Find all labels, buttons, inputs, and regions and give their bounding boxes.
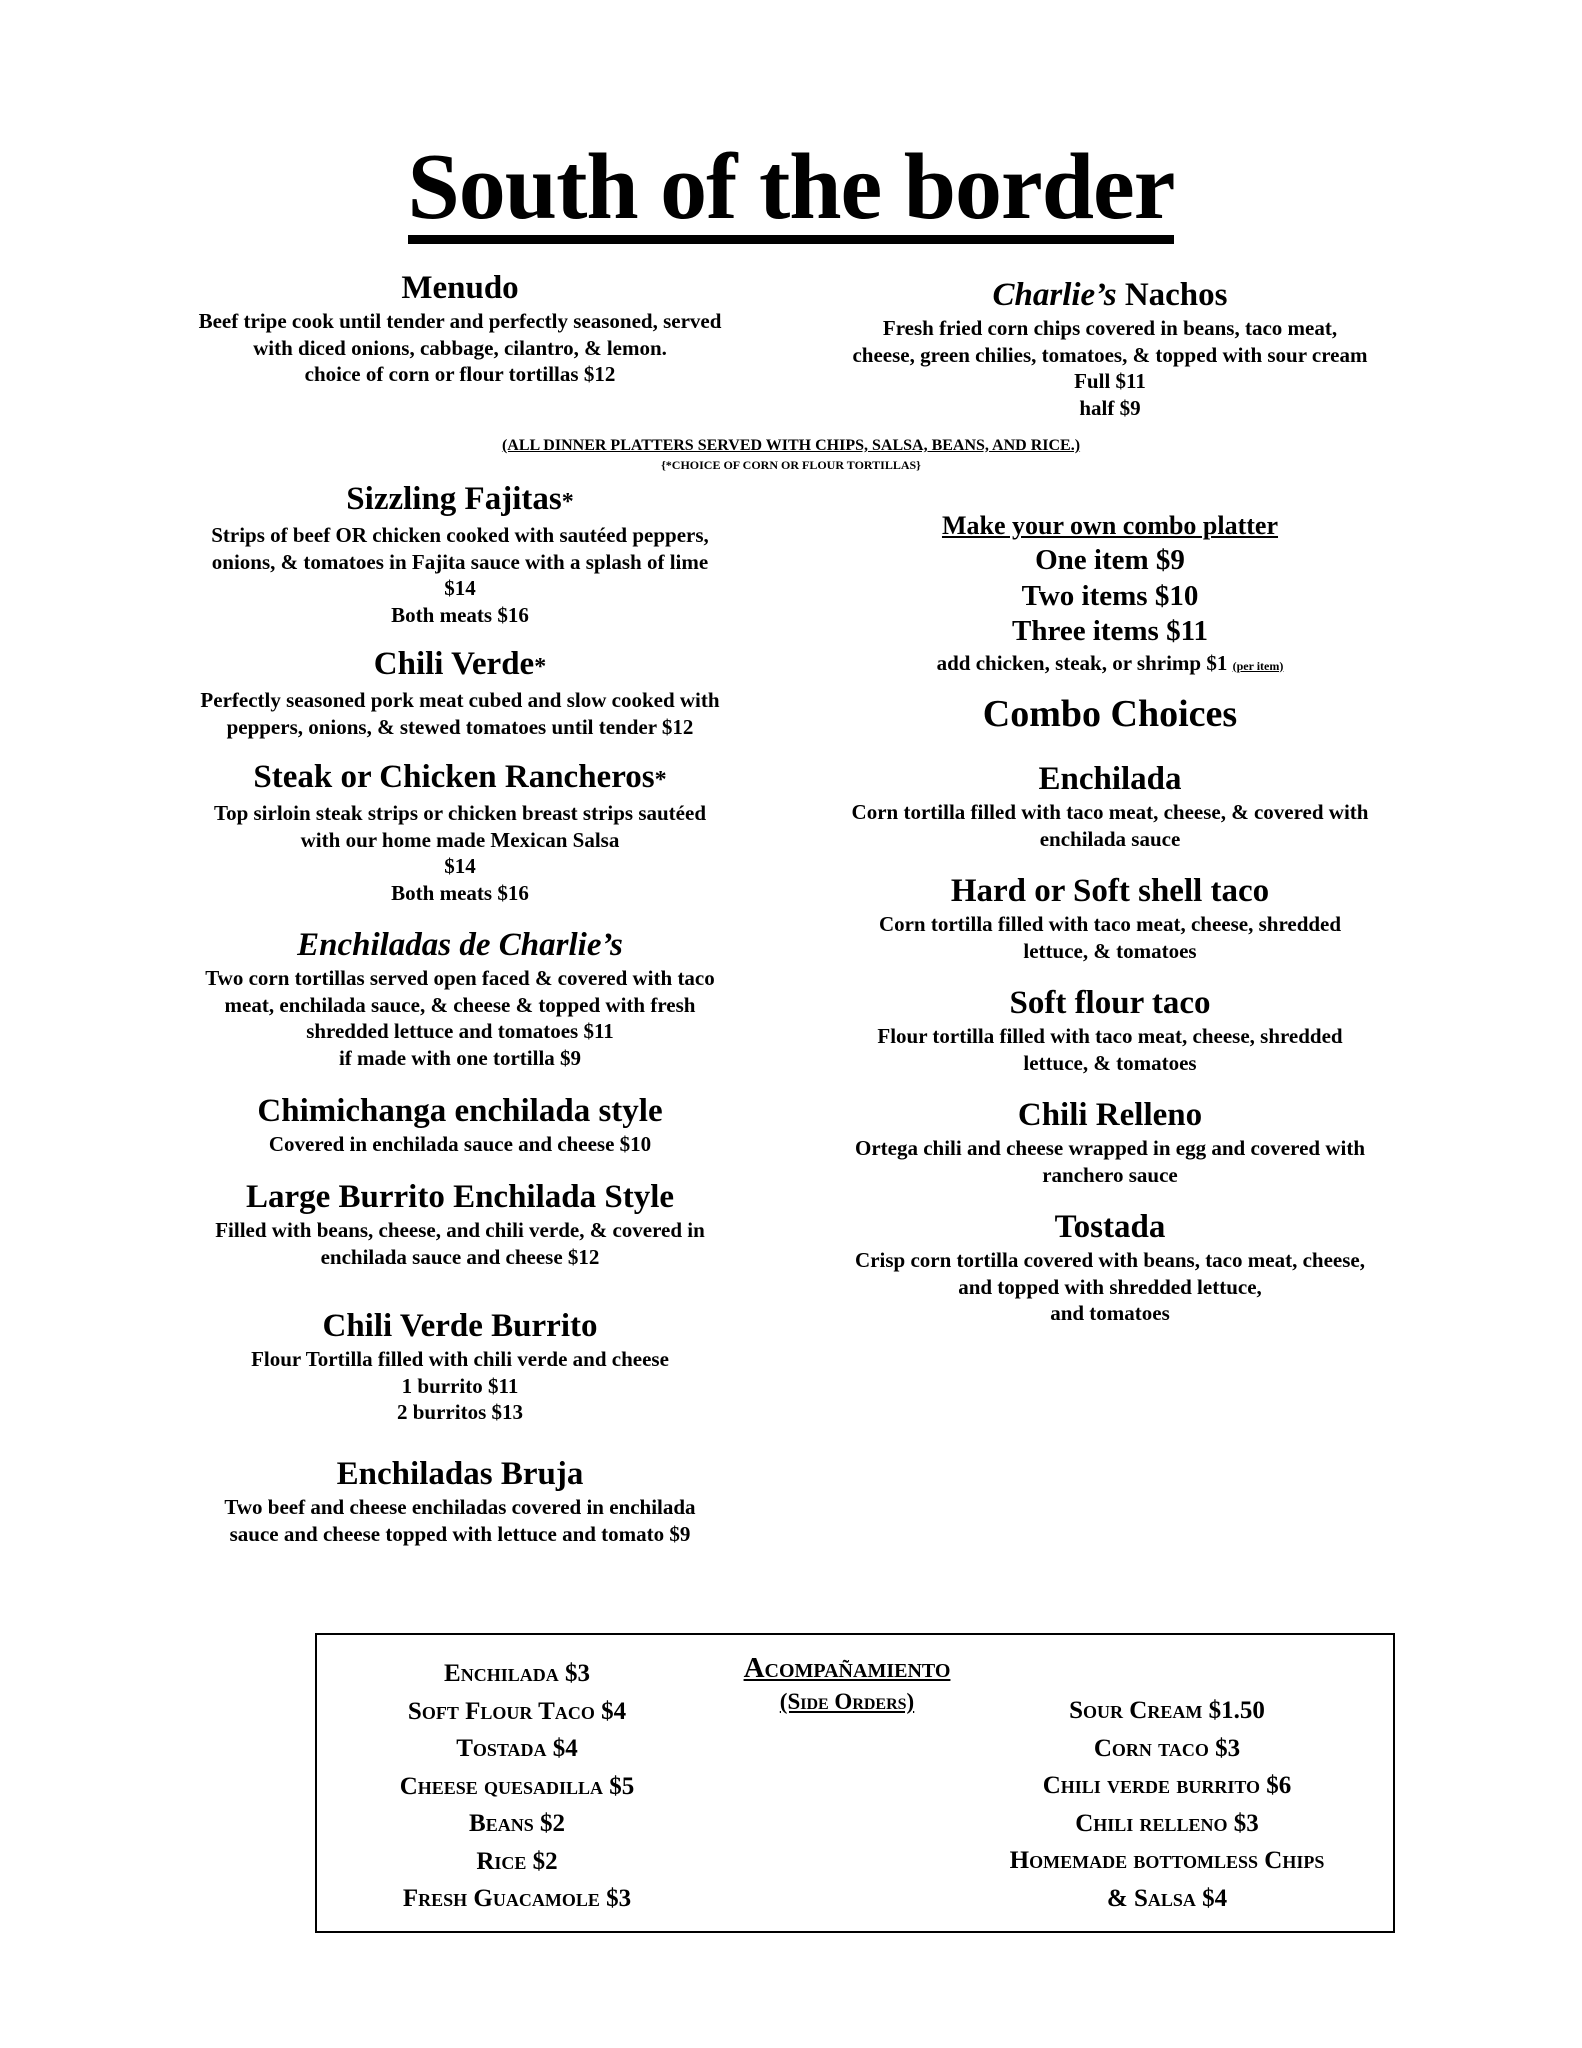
item-desc-line: 1 burrito $11 [401, 1373, 519, 1398]
item-name: Steak or Chicken Rancheros* [253, 759, 667, 795]
side-order-item: & Salsa $4 [1106, 1884, 1228, 1912]
side-orders-heading [697, 1649, 997, 1717]
item-name: Enchiladas Bruja [336, 1456, 584, 1492]
item-desc-line: Top sirloin steak strips or chicken breast strips sautéed [214, 801, 706, 825]
side-orders-left [357, 1655, 677, 1918]
side-order-item: Enchilada $3 [444, 1660, 590, 1687]
combo-option: Two items $10 [1021, 579, 1199, 612]
menu-item-chili-verde-burrito [150, 1306, 770, 1426]
item-desc-line: Two corn tortillas served open faced & covered with taco [205, 966, 715, 990]
item-name: Large Burrito Enchilada Style [245, 1179, 675, 1215]
item-desc-line: with our home made Mexican Salsa [300, 827, 620, 852]
item-desc-line: half $9 [1079, 395, 1141, 420]
item-desc-line: onions, & tomatoes in Fajita sauce with a splash of lime [211, 549, 709, 574]
item-desc-line: Both meats $16 [391, 602, 529, 627]
item-desc-line: shredded lettuce and tomatoes $11 [306, 1019, 614, 1043]
item-desc-line: lettuce, & tomatoes [1023, 938, 1197, 963]
item-desc-line: with diced onions, cabbage, cilantro, & lemon. [253, 335, 667, 360]
item-desc-line: meat, enchilada sauce, & cheese & topped with fresh [224, 992, 696, 1017]
side-orders-right [957, 1692, 1377, 1917]
item-desc-line: Both meats $16 [391, 880, 529, 905]
item-desc-line: if made with one tortilla $9 [338, 1045, 582, 1070]
item-desc-line: $14 [444, 854, 476, 878]
menu-item-rancheros [150, 757, 770, 906]
item-desc-line: $14 [444, 576, 476, 600]
menu-item-menudo [150, 268, 770, 388]
combo-platter [800, 509, 1420, 679]
item-name: Enchilada [1038, 761, 1182, 797]
side-order-item: Cheese quesadilla $5 [399, 1772, 635, 1800]
side-order-item: Homemade bottomless Chips [1009, 1847, 1325, 1874]
item-desc-line: 2 burritos $13 [397, 1400, 523, 1424]
item-name: Sizzling Fajitas* [346, 481, 574, 517]
combo-item-chili-relleno [800, 1095, 1420, 1188]
item-desc-line: Flour tortilla filled with taco meat, cheese, shredded [877, 1024, 1343, 1048]
item-desc-line: and topped with shredded lettuce, [958, 1274, 1262, 1299]
page-title [0, 132, 1582, 244]
side-orders-title: Acompañamiento [743, 1652, 951, 1684]
item-desc-line: cheese, green chilies, tomatoes, & topped with sour cream [852, 342, 1368, 367]
side-order-item: Soft Flour Taco $4 [407, 1697, 627, 1725]
title-text: South of the border [408, 139, 1175, 244]
tortilla-note: {*CHOICE OF CORN OR FLOUR TORTILLAS} [661, 458, 921, 472]
side-order-item: Tostada $4 [456, 1735, 578, 1762]
item-desc-line: and tomatoes [1050, 1301, 1170, 1325]
side-order-item: Rice $2 [476, 1847, 558, 1875]
menu-item-chimichanga [150, 1091, 770, 1158]
menu-item-large-burrito [150, 1177, 770, 1270]
item-name: Charlie’s Nachos [992, 277, 1228, 313]
item-name: Menudo [401, 270, 519, 306]
item-desc-line: ranchero sauce [1042, 1162, 1178, 1187]
item-name: Tostada [1054, 1209, 1166, 1245]
item-desc-line: enchilada sauce and cheese $12 [320, 1244, 600, 1269]
side-orders-box [315, 1633, 1395, 1933]
combo-item-soft-flour-taco [800, 983, 1420, 1076]
side-orders-subtitle: (Side Orders) [779, 1689, 915, 1714]
item-desc-line: Covered in enchilada sauce and cheese $10 [268, 1132, 652, 1156]
combo-choices-heading: Combo Choices [982, 693, 1238, 735]
menu-item-fajitas [150, 479, 770, 628]
item-desc-line: Corn tortilla filled with taco meat, cheese, shredded [878, 912, 1342, 936]
combo-choices-title [800, 692, 1420, 736]
menu-item-enchiladas-de-charlies [150, 925, 770, 1071]
item-desc-line: enchilada sauce [1039, 826, 1181, 851]
combo-option: Three items $11 [1012, 615, 1208, 647]
combo-option: One item $9 [1035, 544, 1185, 576]
item-desc-line: Strips of beef OR chicken cooked with sautéed peppers, [211, 523, 709, 547]
item-desc-line: Beef tripe cook until tender and perfectly seasoned, served [198, 309, 722, 333]
item-name: Chili Verde* [373, 646, 547, 682]
menu-item-chili-verde [150, 644, 770, 740]
combo-item-taco [800, 871, 1420, 964]
menu-item-enchiladas-bruja [150, 1454, 770, 1547]
side-order-item: Corn taco $3 [1093, 1734, 1241, 1762]
combo-item-tostada [800, 1207, 1420, 1327]
item-desc-line: choice of corn or flour tortillas $12 [304, 362, 616, 386]
side-order-item: Chili verde burrito $6 [1042, 1772, 1292, 1799]
side-order-item: Beans $2 [469, 1810, 565, 1837]
item-desc-line: Two beef and cheese enchiladas covered in enchilada [224, 1495, 696, 1519]
side-order-item: Fresh Guacamole $3 [402, 1885, 632, 1912]
item-name: Chimichanga enchilada style [257, 1093, 663, 1129]
item-desc-line: Full $11 [1074, 369, 1146, 393]
item-desc-line: Flour Tortilla filled with chili verde and cheese [251, 1347, 669, 1371]
item-desc-line: Perfectly seasoned pork meat cubed and slow cooked with [200, 688, 720, 712]
menu-item-nachos [800, 275, 1420, 421]
platter-note: (ALL DINNER PLATTERS SERVED WITH CHIPS, SALSA, BEANS, AND RICE.) [501, 437, 1081, 454]
side-order-item: Sour Cream $1.50 [1069, 1697, 1265, 1724]
combo-item-enchilada [800, 759, 1420, 852]
side-order-item: Chili relleno $3 [1075, 1809, 1259, 1837]
item-desc-line: Filled with beans, cheese, and chili verde, & covered in [215, 1218, 705, 1242]
item-desc-line: Crisp corn tortilla covered with beans, taco meat, cheese, [855, 1248, 1365, 1272]
item-name: Chili Verde Burrito [322, 1308, 598, 1344]
item-name: Enchiladas de Charlie’s [297, 927, 623, 963]
item-desc-line: Ortega chili and cheese wrapped in egg and covered with [854, 1136, 1365, 1160]
item-desc-line: sauce and cheese topped with lettuce and tomato $9 [229, 1521, 691, 1546]
combo-title: Make your own combo platter [941, 511, 1279, 540]
combo-add-note: add chicken, steak, or shrimp $1 (per item) [936, 650, 1284, 675]
item-desc-line: Corn tortilla filled with taco meat, cheese, & covered with [851, 800, 1369, 824]
item-desc-line: lettuce, & tomatoes [1023, 1050, 1197, 1075]
item-desc-line: peppers, onions, & stewed tomatoes until tender $12 [226, 714, 694, 739]
item-name: Soft flour taco [1009, 985, 1211, 1021]
item-desc-line: Fresh fried corn chips covered in beans, taco meat, [882, 316, 1338, 340]
item-name: Hard or Soft shell taco [950, 873, 1270, 909]
item-name: Chili Relleno [1017, 1097, 1203, 1133]
